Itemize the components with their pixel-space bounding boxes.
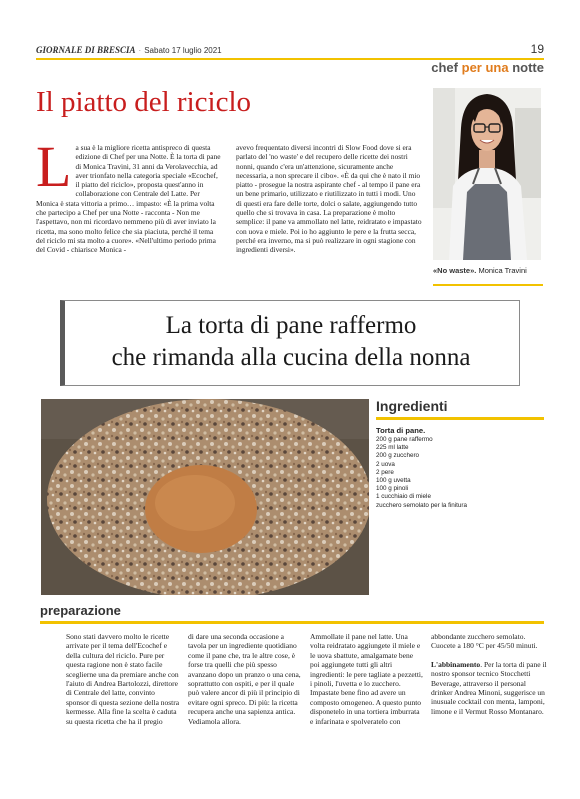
header-info	[36, 45, 222, 55]
photo-caption	[433, 266, 543, 275]
portrait-photo	[433, 88, 541, 260]
headline-line-2: che rimanda alla cucina della nonna	[111, 344, 471, 371]
preparation-title: preparazione	[40, 603, 121, 618]
section-word-chef: chef	[431, 60, 458, 75]
preparation-column-1: Sono stati davvero molto le ricette arrivate per il tema dell'Ecochef e della cultura del riciclo. Pure per questa ragione non è stato facile sceglierne una da premiare anche con l'aiuto di Andrea Bartolozzi, direttore di Centrale del latte, convinto sponsor di questa sezione della nostra kermesse. Alla fine la scelta è caduta su questa ricetta che ha il pregio	[66, 632, 180, 726]
ingredients-list	[376, 425, 546, 510]
article-column-1-text: a sua è la migliore ricetta antispreco di questa edizione di Chef per una Notte. È la torta di pane di Monica Travini, 31 anni da Verolavecchia, ad aver trionfato nella categoria speciale «Ecochef, il piatto del riciclo», proposta quest'anno in collaborazione con Centrale del Latte. Per Monica è stata vittoria a primo… impasto: «È la prima volta che partecipo a Chef per una Notte - racconta - Non me l'aspettavo, non mi ricordavo nemmeno più di aver inviato la ricetta, ma sono molto felice che sia piaciuta, perché il tema del riciclo mi sta molto a cuore». «Nell'ultimo periodo prima del Covid - chiarisce Monica -	[36, 143, 221, 255]
drop-cap: L	[36, 134, 72, 199]
headline	[62, 310, 520, 374]
ingredient-item: zucchero semolato per la finitura	[376, 501, 468, 509]
preparation-cooking-text: abbondante zucchero semolato. Cuocete a 180 °C per 45/50 minuti.	[431, 632, 538, 651]
ingredients-title: Ingredienti	[376, 398, 448, 414]
newspaper-name: GIORNALE DI BRESCIA	[36, 45, 136, 55]
caption-name: Monica Travini	[476, 266, 527, 275]
preparation-column-4	[431, 632, 547, 716]
headline-line-1: La torta di pane raffermo	[165, 312, 417, 339]
recipe-name: Torta di pane.	[376, 426, 426, 435]
section-word-notte: notte	[512, 60, 544, 75]
page-number: 19	[530, 42, 544, 56]
ingredient-item: 100 g pinoli	[376, 485, 409, 493]
caption-bold: «No waste».	[433, 266, 477, 275]
article-column-1	[36, 134, 222, 255]
article-column-2: avevo frequentato diversi incontri di Slow Food dove si era parlato del 'no waste' e del recupero delle ricette dei nostri nonni, quando c'era un'attenzione, sicuramente anche necessaria, a non sprecare il cibo». «È da qui che è nato il mio piatto - prosegue la nostra aspirante chef - al tempo il pane era un bene primario, utilizzato e riutilizzato in tutti i modi. Uno di questi era fare delle torte, dolci o salate, aggiungendo tutto quello che si trovava in casa. La preparazione è molto semplice: il pane va ammollato nel latte, reidratato e impastato con uova e miele. Poi io ho aggiunto le pere e la frutta secca, perché era inverno, ma si può realizzare in ogni stagione con ingredienti diversi».	[236, 143, 422, 255]
section-label	[431, 60, 544, 75]
pairing-text: . Per la torta di pane il nostro sponsor tecnico Stocchetti Beverage, attraverso il personal drinker Andrea Minoni, suggerisce un inusuale cocktail con menta, lamponi, limone e il Vermut Rosso Montanaro.	[431, 659, 547, 716]
preparation-rule	[40, 621, 544, 624]
ingredient-item: 225 ml latte	[376, 444, 409, 452]
ingredient-item: 200 g pane raffermo	[376, 436, 433, 443]
caption-rule	[433, 284, 543, 286]
pairing-label: L'abbinamento	[431, 659, 481, 669]
ingredients-rule	[376, 417, 544, 420]
article-title: Il piatto del riciclo	[36, 86, 252, 118]
preparation-column-2: di dare una seconda occasione a tavola per un ingrediente quotidiano come il pane che, tra le altre cose, è forse tra quelli che più spesso avanzano dopo un pranzo o una cena, soprattutto con ospiti, e per il quale può valere ancor di più il principio di evitare ogni spreco. Di più: la ricetta recupera anche una sapienza antica. Vediamola allora.	[188, 632, 301, 726]
pairing-paragraph	[431, 660, 547, 716]
ingredient-item: 1 cucchiaio di miele	[376, 493, 431, 501]
ingredient-item: 2 uova	[376, 460, 395, 468]
bread-cake-photo	[41, 399, 369, 595]
ingredient-item: 2 pere	[376, 468, 394, 476]
bread-cake-illustration	[41, 399, 369, 595]
issue-date: Sabato 17 luglio 2021	[144, 46, 222, 55]
section-word-per-una: per una	[461, 60, 509, 75]
ingredient-item: 200 g zucchero	[376, 452, 420, 460]
header-separator: ·	[138, 46, 142, 55]
portrait-illustration	[433, 88, 541, 260]
ingredient-item: 100 g uvetta	[376, 477, 411, 485]
preparation-column-3: Ammollate il pane nel latte. Una volta reidratato aggiungete il miele e le uova sbattute, amalgamate bene poi aggiungete tutti gli altri ingredienti: le pere tagliate a pezzetti, i pinoli, l'uvetta e lo zucchero. Impastate bene fino ad avere un composto omogeneo. A questo punto disponetelo in una tortiera imburrata e infarinata e spolveratelo con	[310, 632, 423, 726]
